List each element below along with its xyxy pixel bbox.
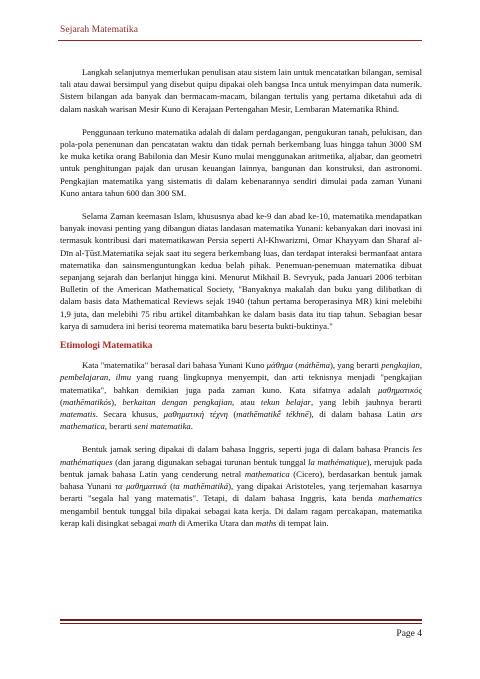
footer-rule [60, 619, 422, 621]
italic-run: seni matematika [134, 421, 191, 432]
italic-run: mathēmatikós [62, 396, 112, 407]
section-heading: Etimologi Matematika [60, 340, 153, 352]
italic-run: berkaitan dengan pengkajian [122, 396, 233, 407]
text-run: ( [166, 481, 173, 492]
running-header: Sejarah Matematika [60, 25, 139, 35]
text-run: . [190, 421, 193, 432]
italic-run: tekun belajar [260, 396, 311, 407]
text-run: di Amerika Utara dan [176, 517, 256, 528]
footer-rule-thin [60, 623, 422, 624]
text-run: yang ruang lingkupnya menyempit, dan arti teknisnya menjadi "pengkajian matematika", bahkan demikian juga pada zaman kuno. Kata sifatnya adalah [60, 372, 422, 395]
text-run: , berarti [104, 421, 135, 432]
paragraph-3: Selama Zaman keemasan Islam, khususnya abad ke-9 dan abad ke-10, matematika mendapatkan banyak inovasi penting yang dibangun diatas landasan matematika Yunani: kebanyakan dari inovasi ini termasuk kontribusi dari matematikawan Persia seperti Al-Khwarizmi, Omar Khayyam dan Sharaf al-Dīn al-Ṭūsī.Matematika sejak saat itu segera berkembang luas, dan terdapat interaksi bermanfaat antara matematika dan sainsmenguntungkan kedua belah pihak. Penemuan-penemuan matematika dibuat sepanjang sejarah dan berlanjut hingga kini. Menurut Mikhail B. Sevryuk, pada Januari 2006 terbitan Bulletin of the American Mathematical Society, "Banyaknya makalah dan buku yang dilibatkan di dalam basis data Mathematical Reviews sejak 1940 (tahun pertama beroperasinya MR) kini melebihi 1,9 juta, dan melebihi 75 ribu artikel ditambahkan ke dalam basis data itu tiap tahun. Sebagian besar karya di samudera ini berisi teorema matematika baru beserta bukti-buktinya." [60, 211, 422, 331]
text-run: (dan jarang digunakan sebagai turunan bentuk tunggal [112, 456, 309, 467]
text-run: ( [227, 409, 237, 420]
text-run: ), merujuk pada bentuk jamak bahasa Latin yang cenderung netral [60, 456, 422, 479]
text-run: , atau [232, 396, 261, 407]
text-run: ), [111, 396, 123, 407]
italic-run: τα μαθηματικά [114, 481, 167, 492]
italic-run: μάθημα [266, 360, 294, 371]
page-body [60, 66, 422, 540]
text-run: Bentuk jamak sering dipakai di dalam bahasa Inggris, seperti juga di dalam bahasa Prancis [82, 444, 413, 455]
italic-run: mathematics [378, 493, 422, 504]
paragraph-5 [60, 443, 422, 528]
italic-run: mathēmatikḗ tékhnē [236, 409, 309, 420]
italic-run: matematis [60, 409, 96, 420]
paragraph-1: Langkah selanjutnya memerlukan penulisan atau sistem lain untuk mencatatkan bilangan, semisal tali atau dawai bersimpul yang disebut quipu dipakai oleh bangsa Inca untuk menyimpan data numerik. Sistem bilangan ada banyak dan bermacam-macam, bilangan tertulis yang pertama diketahui ada di dalam naskah warisan Mesir Kuno di Kerajaan Pertengahan Mesir, Lembaran Matematika Rhind. [60, 67, 422, 114]
text-run: di tempat lain. [276, 517, 329, 528]
text-run: (Cicero), berdasarkan bentuk jamak bahasa Yunani [60, 468, 423, 492]
text-run: , yang lebih jauhnya berarti [310, 396, 422, 407]
italic-run: maths [255, 517, 277, 528]
paragraph-4 [60, 359, 422, 432]
italic-run: ta mathēmatiká [172, 481, 229, 492]
text-run: mengambil bentuk tunggal bila dipakai sebagai kata kerja. Di dalam ragam percakapan, matematika kerap kali disingkat sebagai [60, 505, 422, 528]
italic-run: math [158, 517, 177, 528]
italic-run: μαθηματικὴ τέχνη [163, 409, 228, 420]
italic-run: mathematica [244, 468, 290, 479]
text-run: ), yang berarti [330, 360, 382, 371]
text-run: ( [60, 396, 63, 407]
italic-run: la mathématique [308, 456, 367, 467]
italic-run: pengkajian, pembelajaran, ilmu [60, 360, 422, 383]
page-number: Page 4 [396, 629, 422, 639]
italic-run: ars mathematica [60, 409, 422, 432]
italic-run: máthēma [298, 360, 331, 371]
text-run: ( [293, 360, 299, 371]
paragraph-2: Penggunaan terkuno matematika adalah di dalam perdagangan, pengukuran tanah, pelukisan, dan pola-pola penenunan dan pencatatan waktu dan tidak pernah berkembang luas hingga tahun 3000 SM ke muka ketika orang Babilonia dan Mesir Kuno mulai menggunakan aritmetika, aljabar, dan geometri untuk penghitungan pajak dan urusan keuangan lainnya, bangunan dan konstruksi, dan astronomi. Pengkajian matematika yang sistematis di dalam kebenarannya sendiri dimulai pada zaman Yunani Kuno antara tahun 600 dan 300 SM. [60, 126, 422, 198]
italic-run: μαθηματικός [378, 384, 422, 395]
text-run: ), di dalam bahasa Latin [308, 409, 411, 420]
text-run: . Secara khusus, [95, 409, 164, 420]
italic-run: les mathématiques [60, 444, 422, 467]
text-run: Kata "matematika" berasal dari bahasa Yunani Kuno [82, 360, 267, 371]
text-run: ), yang dipakai Aristoteles, yang terjemahan kasarnya berarti "segala hal yang matematis". Tetapi, di dalam bahasa Inggris, kata benda [60, 481, 422, 504]
header-rule [58, 40, 422, 41]
